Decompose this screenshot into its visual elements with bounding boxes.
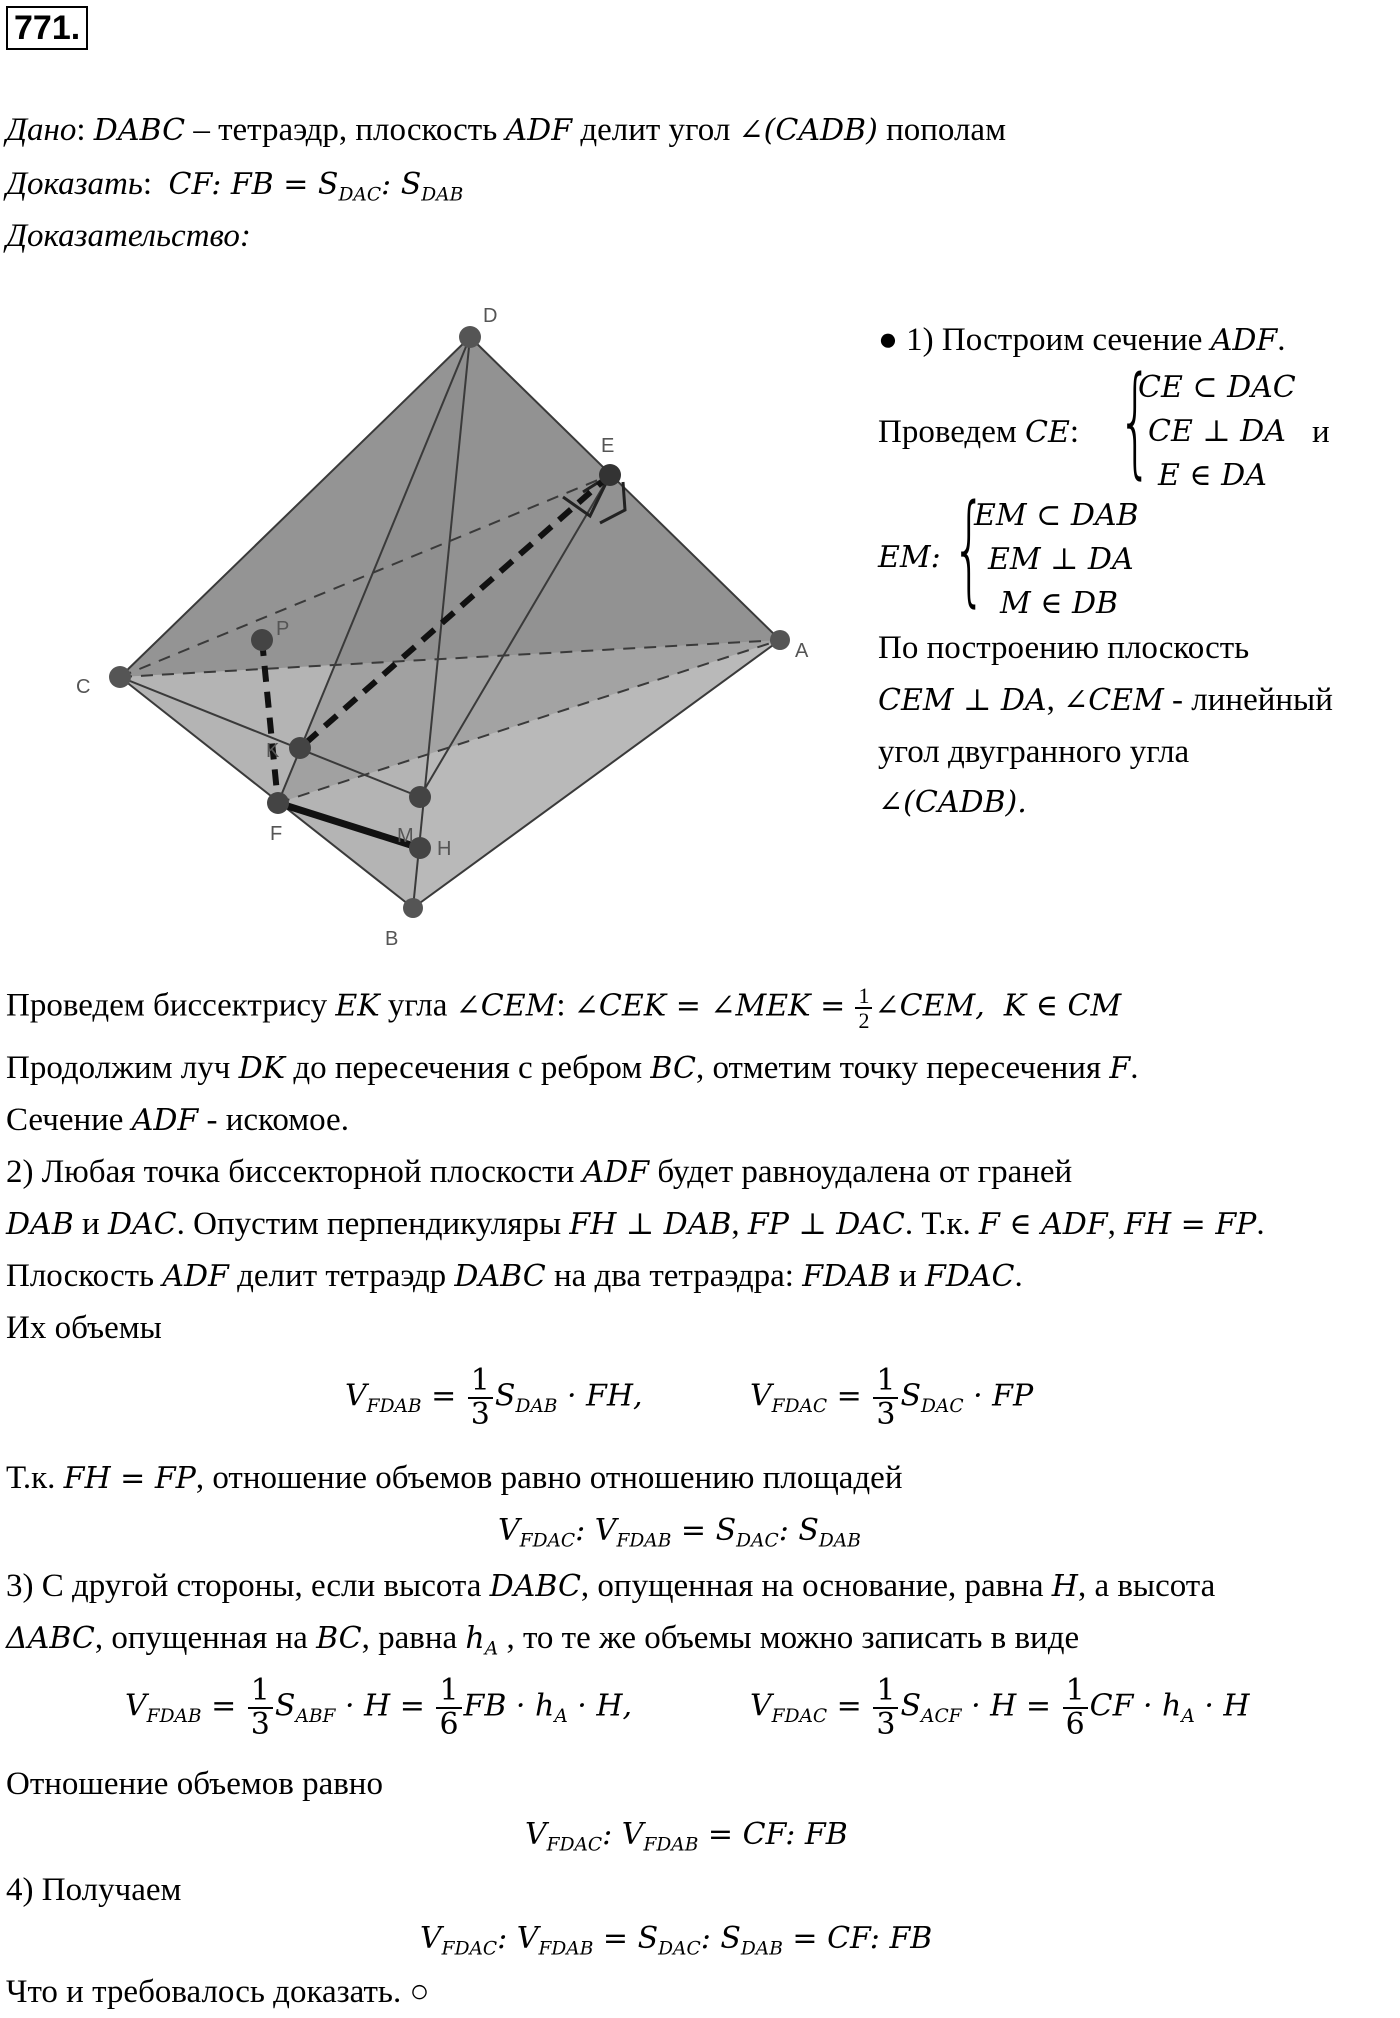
proof-label: Доказательство: (6, 218, 251, 254)
ce-condition: CE ⊥ DA (1148, 414, 1286, 449)
label-b: B (385, 928, 399, 950)
half-fraction: $\frac{1}{2}$ (855, 984, 872, 1032)
label-e: E (601, 435, 615, 457)
label-m: M (397, 825, 414, 847)
point-d (459, 326, 481, 348)
em-brace: { (952, 480, 987, 619)
point-e (599, 464, 621, 486)
step1-line: угол двугранного угла (878, 734, 1190, 770)
volume-fdab-via-height: $V_{FDAB}$ = $\frac{1}{3}$ $S_{ABF} \cdot H$ = $\frac{1}{6}$ FB · $h_A \cdot H$, (125, 1673, 633, 1742)
label-c: C (76, 676, 91, 698)
em-prefix: EM: (878, 540, 941, 575)
point-f (267, 792, 289, 814)
given-line: Дано: DABC – тетраэдр, плоскость ADF делит угол ∠(CADB) пополам (6, 112, 1006, 148)
label-f: F (270, 823, 283, 845)
ratio-volumes-areas: $V_{FDAC}$: $V_{FDAB} = S_{DAC}$: $S_{DAB}$ (498, 1513, 861, 1552)
ce-brace: { (1118, 352, 1153, 491)
step1-line: По построению плоскость (878, 630, 1250, 666)
prove-line: Доказать: CF: FB = $S_{DAC}$: $S_{DAB}$ (6, 166, 464, 206)
point-p (251, 629, 273, 651)
text-line: Их объемы (6, 1310, 162, 1346)
volume-fdab-formula: $V_{FDAB}$ = $\frac{1}{3}$ $S_{DAB}$ · FH, (345, 1363, 643, 1432)
ratio-volumes-segments: $V_{FDAC}$: $V_{FDAB}$ = CF: FB (525, 1817, 848, 1856)
conclusion: Что и требовалось доказать. ○ (6, 1974, 430, 2010)
point-b (403, 898, 423, 918)
tetrahedron-figure (70, 295, 830, 960)
text-line: DAB и DAC. Опустим перпендикуляры FH ⊥ DAB, FP ⊥ DAC. Т.к. F ∈ ADF, FH = FP. (6, 1206, 1265, 1242)
ce-condition: CE ⊂ DAC (1138, 370, 1296, 405)
bisector-line: Проведем биссектрису EK угла ∠CEM: ∠CEK = ∠MEK = $\frac{1}{2}$ ∠CEM, K ∈ CM (6, 983, 1122, 1034)
em-condition: EM ⊥ DA (988, 542, 1134, 577)
prove-label: Доказать (6, 166, 143, 202)
step4-line: 4) Получаем (6, 1872, 182, 1908)
label-h: H (437, 838, 452, 860)
step3-line: ΔABC, опущенная на BC, равна $h_A$ , то те же объемы можно записать в виде (6, 1620, 1080, 1660)
em-condition: M ∈ DB (1000, 586, 1119, 621)
text-line: Плоскость ADF делит тетраэдр DABC на два тетраэдра: FDAB и FDAC. (6, 1258, 1023, 1294)
final-ratio: $V_{FDAC}$: $V_{FDAB} = S_{DAC}$: $S_{DAB}$ = CF: FB (420, 1921, 933, 1960)
step1-line: ∠(CADB). (878, 785, 1027, 820)
ratio-line: Отношение объемов равно (6, 1766, 383, 1802)
ce-suffix: и (1312, 414, 1330, 450)
text-line: Продолжим луч DK до пересечения с ребром BC, отметим точку пересечения F. (6, 1050, 1139, 1086)
step1-line: CEM ⊥ DA, ∠CEM - линейный (878, 682, 1333, 718)
given-label: Дано (6, 112, 77, 148)
label-a: A (795, 640, 809, 662)
step3-line: 3) С другой стороны, если высота DABC, опущенная на основание, равна H, а высота (6, 1568, 1216, 1604)
volume-fdac-via-height: $V_{FDAC}$ = $\frac{1}{3}$ $S_{ACF} \cdot H$ = $\frac{1}{6}$ CF · $h_A \cdot H$ (750, 1673, 1250, 1742)
step1-title: ● 1) Построим сечение ADF. (878, 322, 1286, 358)
label-k: K (266, 740, 280, 762)
equal-line: Т.к. FH = FP, отношение объемов равно отношению площадей (6, 1460, 903, 1496)
point-a (770, 630, 790, 650)
point-c (109, 666, 131, 688)
text-line: 2) Любая точка биссекторной плоскости ADF будет равноудалена от граней (6, 1154, 1073, 1190)
point-m (409, 786, 431, 808)
ce-condition: E ∈ DA (1158, 458, 1267, 493)
em-condition: EM ⊂ DAB (974, 498, 1139, 533)
label-p: P (276, 618, 290, 640)
volume-fdac-formula: $V_{FDAC}$ = $\frac{1}{3}$ $S_{DAC}$ · FP (750, 1363, 1034, 1432)
problem-number: 771. (6, 6, 88, 50)
text-line: Сечение ADF - искомое. (6, 1102, 349, 1138)
ce-prefix: Проведем CE: (878, 414, 1080, 450)
label-d: D (483, 305, 498, 327)
point-k (289, 737, 311, 759)
